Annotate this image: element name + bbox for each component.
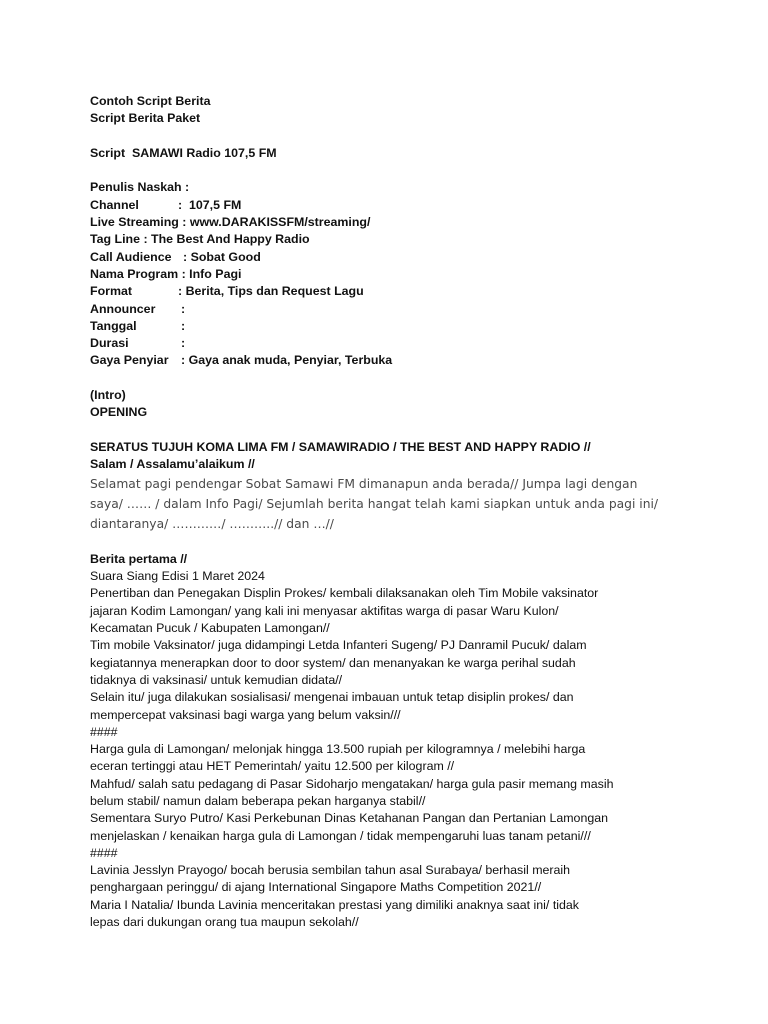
doc-title: Contoh Script Berita	[90, 94, 211, 108]
field-live-streaming: Live Streaming : www.DARAKISSFM/streaming/	[90, 215, 371, 230]
script-title: Script SAMAWI Radio 107,5 FM	[90, 145, 277, 160]
news-body	[90, 568, 710, 931]
field-penulis: Penulis Naskah :	[90, 180, 190, 195]
news-line: menjelaskan / kenaikan harga gula di Lamongan / tidak mempengaruhi luas tanam petani///	[90, 828, 591, 843]
news-line: Suara Siang Edisi 1 Maret 2024	[90, 569, 265, 584]
news-line: belum stabil/ namun dalam beberapa pekan harganya stabil//	[90, 793, 426, 808]
news-line: Harga gula di Lamongan/ melonjak hingga 13.500 rupiah per kilogramnya / melebihi harga	[90, 742, 586, 757]
greeting-line: saya/ …… / dalam Info Pagi/ Sejumlah berita hangat telah kami siapkan untuk anda pagi ini/	[90, 496, 659, 511]
news-line: jajaran Kodim Lamongan/ yang kali ini menyasar aktifitas warga di pasar Waru Kulon/	[90, 603, 559, 618]
news-line: Maria I Natalia/ Ibunda Lavinia menceritakan prestasi yang dimiliki anaknya saat ini/ tidak	[90, 897, 579, 912]
news-line: Kecamatan Pucuk / Kabupaten Lamongan//	[90, 621, 330, 636]
news-line: Selain itu/ juga dilakukan sosialisasi/ mengenai imbauan untuk tetap disiplin prokes/ dan	[90, 690, 574, 705]
news-heading: Berita pertama //	[90, 551, 188, 566]
opening-salam: Salam / Assalamu’alaikum //	[90, 457, 255, 472]
news-line: eceran tertinggi atau HET Pemerintah/ yaitu 12.500 per kilogram //	[90, 759, 455, 774]
field-tagline: Tag Line : The Best And Happy Radio	[90, 232, 310, 247]
news-line: Mahfud/ salah satu pedagang di Pasar Sidoharjo mengatakan/ harga gula pasir memang masih	[90, 776, 614, 791]
doc-subtitle: Script Berita Paket	[90, 111, 201, 126]
field-tanggal: Tanggal :	[90, 318, 186, 333]
field-announcer: Announcer :	[90, 301, 186, 316]
opening-tagline: SERATUS TUJUH KOMA LIMA FM / SAMAWIRADIO / THE BEST AND HAPPY RADIO //	[90, 439, 591, 454]
news-line: Tim mobile Vaksinator/ juga didampingi Letda Infanteri Sugeng/ PJ Danramil Pucuk/ dalam	[90, 638, 587, 653]
news-separator: ####	[90, 724, 118, 739]
intro-label: (Intro)	[90, 388, 126, 403]
field-format: Format : Berita, Tips dan Request Lagu	[90, 284, 364, 299]
field-call-audience: Call Audience : Sobat Good	[90, 249, 261, 264]
opening-label: OPENING	[90, 405, 148, 420]
script-document	[90, 93, 710, 931]
field-gaya-penyiar: Gaya Penyiar : Gaya anak muda, Penyiar, Terbuka	[90, 353, 393, 368]
greeting-paragraph	[90, 474, 710, 534]
news-line: penghargaan peringgu/ di ajang International Singapore Maths Competition 2021//	[90, 880, 542, 895]
field-list	[90, 179, 710, 369]
greeting-line: Selamat pagi pendengar Sobat Samawi FM dimanapun anda berada// Jumpa lagi dengan	[90, 476, 638, 491]
field-durasi: Durasi :	[90, 336, 186, 351]
field-nama-program: Nama Program : Info Pagi	[90, 266, 242, 281]
news-line: mempercepat vaksinasi bagi warga yang belum vaksin///	[90, 707, 401, 722]
field-channel: Channel : 107,5 FM	[90, 197, 242, 212]
news-line: Lavinia Jesslyn Prayogo/ bocah berusia sembilan tahun asal Surabaya/ berhasil meraih	[90, 863, 571, 878]
news-separator: ####	[90, 845, 118, 860]
news-line: Sementara Suryo Putro/ Kasi Perkebunan Dinas Ketahanan Pangan dan Pertanian Lamongan	[90, 811, 609, 826]
news-line: kegiatannya menerapkan door to door system/ dan menanyakan ke warga perihal sudah	[90, 655, 576, 670]
news-line: tidaknya di vaksinasi/ untuk kemudian didata//	[90, 672, 343, 687]
news-line: Penertiban dan Penegakan Displin Prokes/ kembali dilaksanakan oleh Tim Mobile vaksinator	[90, 586, 599, 601]
news-line: lepas dari dukungan orang tua maupun sekolah//	[90, 915, 359, 930]
greeting-line: diantaranya/ …………/ ………..// dan …//	[90, 516, 334, 531]
